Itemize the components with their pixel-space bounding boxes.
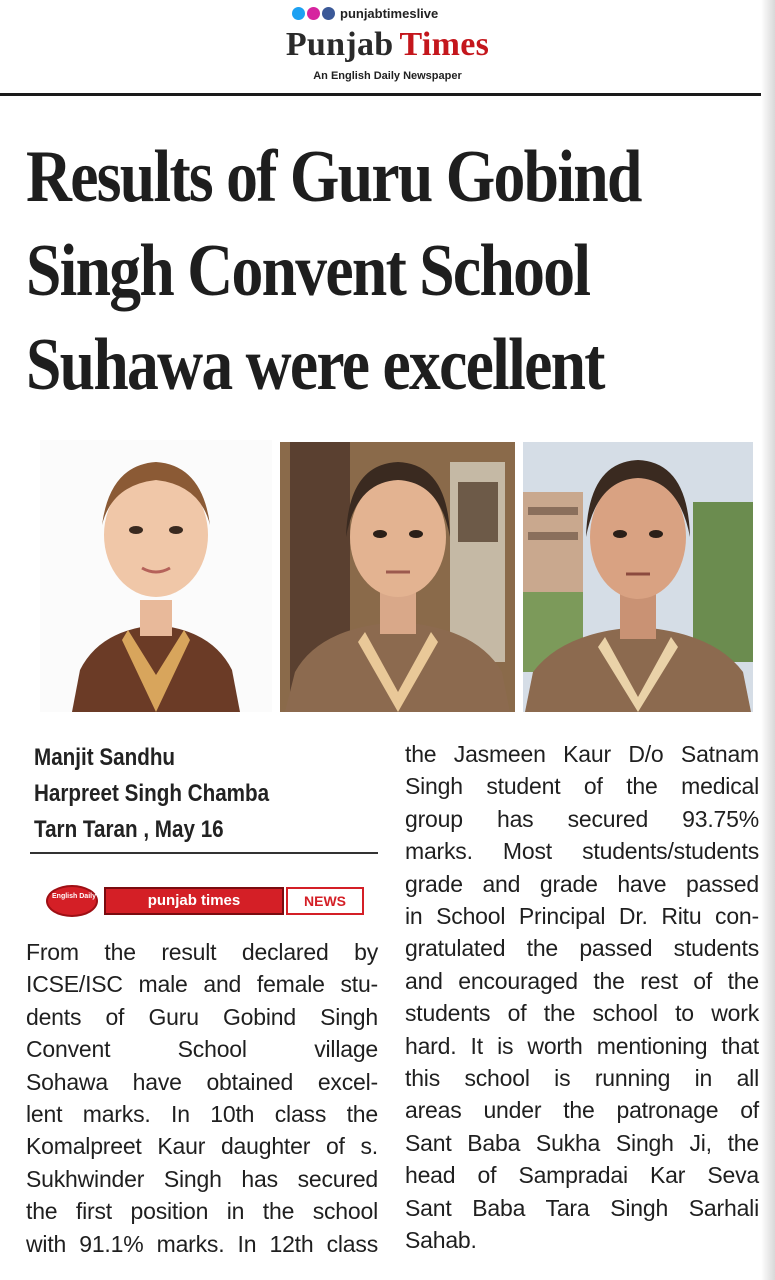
body-line: the first position in the school bbox=[26, 1198, 378, 1225]
body-line: ICSE/ISC male and female stu- bbox=[26, 971, 378, 998]
article-body-right-column bbox=[405, 738, 759, 1257]
body-line: dents of Guru Gobind Singh bbox=[26, 1003, 378, 1030]
byline-author-2: Harpreet Singh Chamba bbox=[34, 780, 270, 807]
masthead bbox=[0, 0, 775, 96]
brand-name-part2: Times bbox=[399, 26, 490, 63]
body-line: the Jasmeen Kaur D/o Satnam bbox=[405, 741, 759, 767]
punjab-times-label-bar bbox=[104, 887, 284, 915]
byline-divider bbox=[30, 852, 378, 854]
article-body-left-column bbox=[26, 936, 378, 1260]
newspaper-tagline: An English Daily Newspaper bbox=[313, 70, 462, 82]
student-photo-1 bbox=[40, 440, 272, 712]
punjab-times-label: punjab times bbox=[147, 892, 241, 909]
body-line: lent marks. In 10th class the bbox=[26, 1101, 378, 1128]
newspaper-logo bbox=[0, 26, 775, 64]
body-line: Sahab. bbox=[405, 1227, 477, 1254]
byline-author-1: Manjit Sandhu bbox=[34, 744, 176, 771]
headline-line: Singh Convent School bbox=[26, 230, 590, 312]
body-line: Sant Baba Sukha Singh Ji, the bbox=[405, 1129, 759, 1156]
body-line: marks. Most students/students bbox=[405, 838, 759, 865]
article-headline bbox=[26, 130, 757, 412]
body-line: head of Sampradai Kar Seva bbox=[405, 1162, 759, 1189]
body-line: Sohawa have obtained excel- bbox=[26, 1068, 378, 1095]
english-daily-badge-text: English Daily bbox=[52, 893, 96, 900]
social-links bbox=[292, 6, 438, 21]
page-edge-shadow bbox=[761, 0, 775, 1280]
body-line: with 91.1% marks. In 12th class bbox=[26, 1230, 378, 1257]
social-handle[interactable]: punjabtimeslive bbox=[340, 6, 439, 21]
body-line: Sukhwinder Singh has secured bbox=[26, 1165, 378, 1192]
body-line: hard. It is worth mentioning that bbox=[405, 1032, 759, 1059]
article-byline bbox=[34, 740, 331, 848]
brand-name-part1: Punjab bbox=[285, 26, 394, 63]
body-line: From the result declared by bbox=[26, 939, 378, 965]
student-photo-3 bbox=[523, 442, 753, 712]
body-line: this school is running in all bbox=[405, 1065, 759, 1092]
news-label-box bbox=[286, 887, 364, 915]
body-line: Komalpreet Kaur daughter of s. bbox=[26, 1133, 378, 1160]
body-line: Singh student of the medical bbox=[405, 773, 759, 800]
news-label: NEWS bbox=[304, 893, 346, 909]
masthead-divider bbox=[0, 93, 765, 96]
english-daily-badge bbox=[46, 885, 98, 917]
punjab-times-news-strip bbox=[34, 885, 366, 917]
body-line: Convent School village bbox=[26, 1036, 378, 1063]
body-line: group has secured 93.75% bbox=[405, 805, 759, 832]
facebook-icon[interactable] bbox=[322, 7, 335, 20]
body-line: and encouraged the rest of the bbox=[405, 967, 759, 994]
student-photo-2 bbox=[280, 442, 515, 712]
byline-dateline: Tarn Taran , May 16 bbox=[34, 816, 224, 843]
headline-line: Suhawa were excellent bbox=[26, 324, 604, 406]
body-line: gratulated the passed students bbox=[405, 935, 759, 962]
headline-line: Results of Guru Gobind bbox=[26, 136, 641, 218]
body-line: areas under the patronage of bbox=[405, 1097, 759, 1124]
body-line: grade and grade have passed bbox=[405, 870, 759, 897]
instagram-icon[interactable] bbox=[307, 7, 320, 20]
body-line: in School Principal Dr. Ritu con- bbox=[405, 903, 759, 930]
body-line: students of the school to work bbox=[405, 1000, 759, 1027]
twitter-icon[interactable] bbox=[292, 7, 305, 20]
body-line: Sant Baba Tara Singh Sarhali bbox=[405, 1194, 759, 1221]
